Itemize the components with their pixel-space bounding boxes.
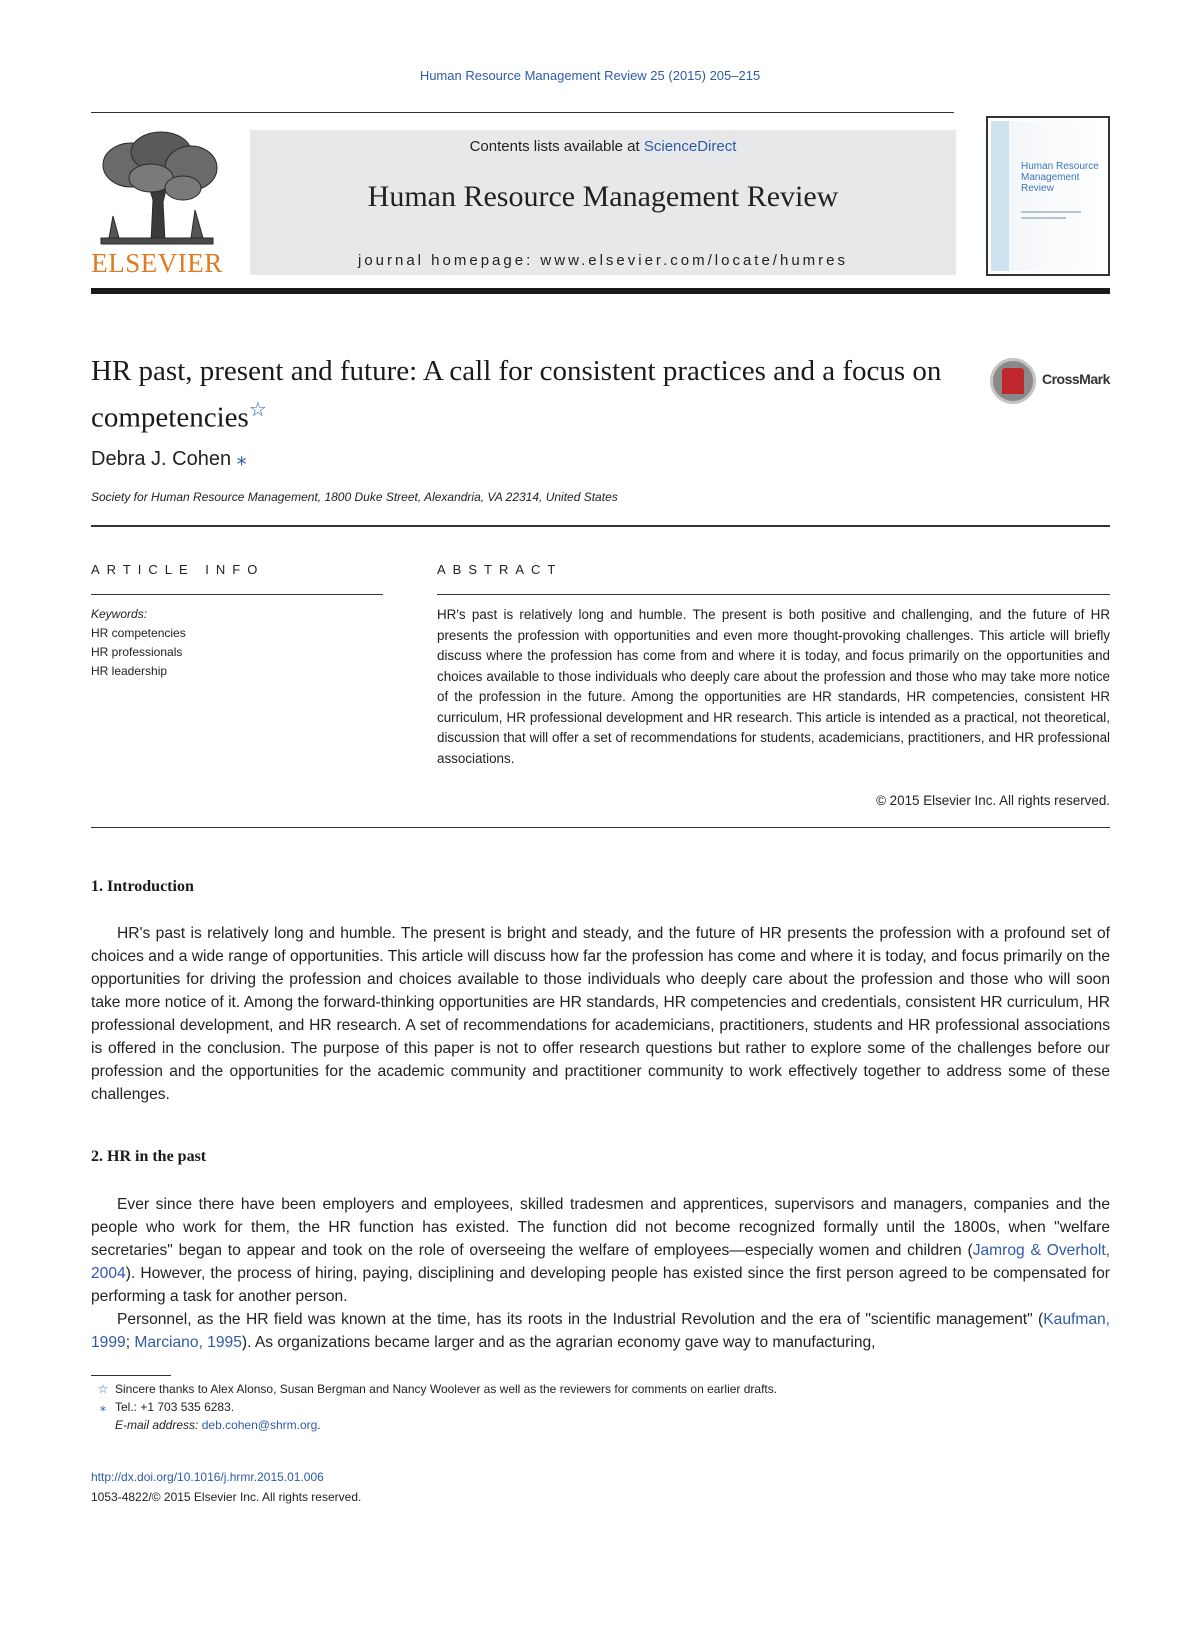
cover-image (991, 121, 1105, 271)
citation-link[interactable]: Jamrog & Overholt, 2004 (91, 1242, 1110, 1282)
hr-past-paragraph-2: Personnel, as the HR field was known at the time, has its roots in the Industrial Revolution and the era of "scientific management" (Kaufman, 1999; Marciano, 1995). As organizations became larger and as the agrarian economy gave way to manufacturing, (91, 1311, 1110, 1351)
cover-subtitle-line (1021, 217, 1066, 219)
elsevier-logo[interactable] (91, 130, 223, 278)
elsevier-tree-icon (91, 130, 223, 248)
section-heading-introduction: 1. Introduction (91, 878, 194, 895)
elsevier-wordmark: ELSEVIER (91, 248, 223, 278)
keyword-item: HR leadership (91, 664, 168, 678)
keyword-item: HR professionals (91, 645, 183, 659)
citation-link[interactable]: Marciano, 1995 (134, 1334, 242, 1351)
footnote-rule (91, 1375, 171, 1376)
footnote-email: E-mail address: deb.cohen@shrm.org. (115, 1418, 321, 1432)
author-name: Debra J. Cohen ⁎ (91, 448, 247, 470)
abstract-heading: ABSTRACT (437, 562, 563, 577)
cover-title: Human Resource Management Review (1021, 161, 1099, 194)
footnote-telephone: ⁎ Tel.: +1 703 535 6283. (100, 1400, 235, 1414)
doi-link[interactable]: http://dx.doi.org/10.1016/j.hrmr.2015.01.006 (91, 1470, 324, 1484)
journal-title: Human Resource Management Review (367, 180, 839, 213)
citation-link[interactable]: Kaufman, 1999 (91, 1311, 1110, 1351)
section-rule (91, 525, 1110, 527)
journal-banner (250, 130, 956, 275)
crossmark-label: CrossMark (1042, 371, 1110, 387)
cover-subtitle-line (1021, 211, 1081, 213)
abstract-rule (437, 594, 1110, 595)
journal-citation[interactable]: Human Resource Management Review 25 (2015) 205–215 (419, 68, 761, 83)
abstract-copyright: © 2015 Elsevier Inc. All rights reserved. (876, 793, 1110, 808)
hr-past-paragraph-1: Ever since there have been employers and employees, skilled tradesmen and apprentices, supervisors and managers, companies and the people who work for them, the HR function has existed. The function did not become recognized formally until the 1800s, when "welfare secretaries" began to appear and took on the role of overseeing the welfare of employees—especially women and children (Jamrog & Overholt, 2004). However, the process of hiring, paying, disciplining and developing people has existed since the first person agreed to be compensated for performing a task for another person. (91, 1196, 1110, 1305)
contents-line: Contents lists available at ScienceDirect (469, 138, 737, 155)
sciencedirect-link[interactable]: ScienceDirect (643, 138, 737, 155)
introduction-paragraph: HR's past is relatively long and humble. The present is bright and steady, and the future of HR presents the profession with a profound set of choices and a wide range of opportunities. This article will discuss how far the profession has come and where it is today, and focus primarily on the opportunities for driving the profession and choices available to those individuals who deeply care about the profession and those who will soon take more notice of it. Among the forward-thinking opportunities are HR standards, HR competencies and credentials, consistent HR curriculum, HR professional development, and HR research. A set of recommendations for academicians, practitioners, students and HR professional associations is offered in the conclusion. The purpose of this paper is not to offer research questions but rather to explore some of the challenges before our profession and the opportunities for the academic community and practitioner community to work effectively together to address some of these challenges. (91, 925, 1110, 1103)
footnote-acknowledgement: ☆ Sincere thanks to Alex Alonso, Susan Bergman and Nancy Woolever as well as the reviewers for comments on earlier drafts. (97, 1382, 778, 1396)
title-footnote-star[interactable]: ☆ (248, 399, 267, 421)
keyword-item: HR competencies (91, 626, 186, 640)
keywords-block (91, 605, 186, 681)
journal-cover-thumbnail[interactable] (986, 116, 1110, 276)
journal-homepage[interactable]: journal homepage: www.elsevier.com/locate/humres (357, 252, 848, 269)
crossmark-icon (990, 358, 1036, 404)
crossmark-button[interactable] (990, 358, 1110, 406)
article-info-rule (91, 594, 383, 595)
author-footnote-mark[interactable]: ⁎ (236, 448, 247, 470)
abstract-text: HR's past is relatively long and humble. The present is both positive and challenging, and the future of HR presents the profession with opportunities and even more thought-provoking challenges. This article will briefly discuss where the profession has come from and where it is today, and focus primarily on the opportunities and choices available to those individuals who deeply care about the profession and those who may take more notice of the profession in the future. Among the opportunities are HR standards, HR competencies, consistent HR curriculum, HR professional development and HR research. This article is intended as a practical, not theoretical, discussion that will offer a set of recommendations for students, academicians, practitioners, and HR professional associations. (437, 607, 1110, 766)
article-info-heading: ARTICLE INFO (91, 562, 265, 577)
section-heading-hr-past: 2. HR in the past (91, 1148, 207, 1165)
header-rule (91, 112, 954, 113)
header-thick-rule (91, 288, 1110, 294)
footnotes (91, 1380, 777, 1434)
author-affiliation: Society for Human Resource Management, 1800 Duke Street, Alexandria, VA 22314, United States (91, 490, 618, 504)
issn-copyright: 1053-4822/© 2015 Elsevier Inc. All rights reserved. (91, 1490, 362, 1504)
article-title: HR past, present and future: A call for consistent practices and a focus on competencies☆ (91, 355, 942, 434)
abstract-end-rule (91, 827, 1110, 828)
email-link[interactable]: deb.cohen@shrm.org (201, 1418, 318, 1432)
keywords-label: Keywords: (91, 607, 148, 621)
